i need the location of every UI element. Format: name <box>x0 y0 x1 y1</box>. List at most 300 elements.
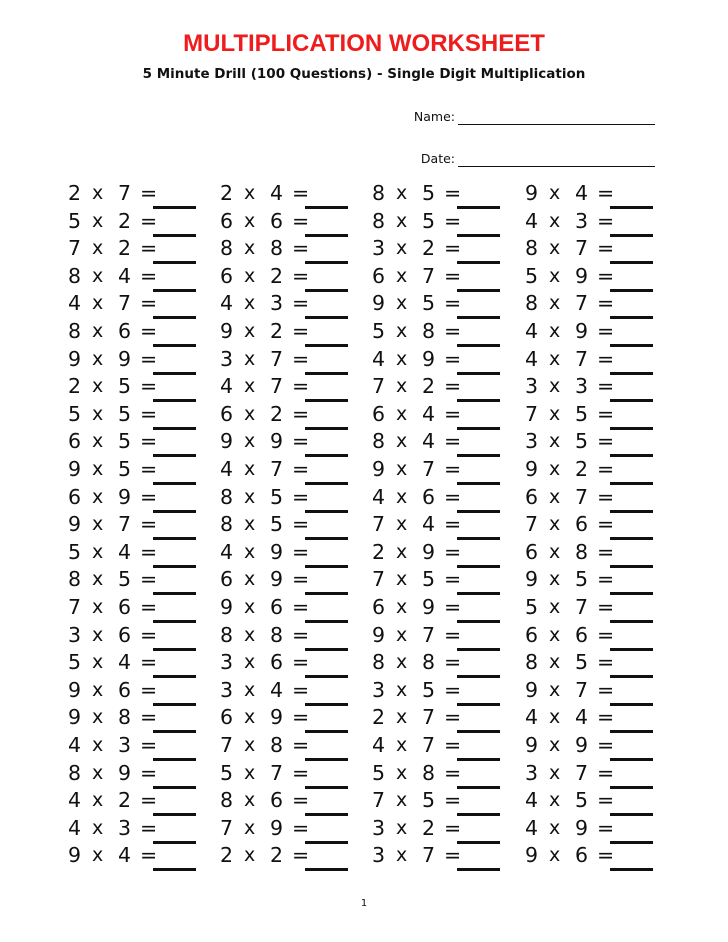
multiplier: 7 <box>118 291 132 316</box>
multiplier: 5 <box>422 567 436 592</box>
equals-sign: = <box>597 429 615 454</box>
question <box>68 290 218 317</box>
equals-sign: = <box>292 484 310 509</box>
multiplier: 4 <box>575 705 589 730</box>
question <box>220 815 370 842</box>
question <box>220 539 370 566</box>
equals-sign: = <box>444 181 462 205</box>
times-sign: x <box>92 734 104 756</box>
equals-sign: = <box>597 236 615 261</box>
times-sign: x <box>92 237 104 260</box>
times-sign: x <box>396 458 408 480</box>
times-sign: x <box>549 182 561 204</box>
equals-sign: = <box>140 650 158 675</box>
multiplicand: 8 <box>68 263 82 288</box>
question <box>220 566 370 593</box>
multiplier: 6 <box>118 622 132 647</box>
times-sign: x <box>549 789 561 812</box>
times-sign: x <box>549 678 561 701</box>
question <box>220 456 370 483</box>
multiplier: 7 <box>270 346 284 371</box>
times-sign: x <box>244 513 256 536</box>
question <box>372 842 522 869</box>
times-sign: x <box>396 375 408 398</box>
times-sign: x <box>549 734 561 756</box>
times-sign: x <box>92 182 104 204</box>
times-sign: x <box>244 485 256 508</box>
times-sign: x <box>396 678 408 701</box>
multiplier: 4 <box>270 181 284 205</box>
times-sign: x <box>244 651 256 674</box>
multiplicand: 3 <box>220 650 234 675</box>
multiplicand: 9 <box>525 733 539 757</box>
multiplicand: 3 <box>372 843 386 868</box>
multiplier: 7 <box>575 291 589 316</box>
multiplicand: 8 <box>220 512 234 537</box>
multiplicand: 5 <box>68 401 82 426</box>
multiplicand: 7 <box>68 236 82 261</box>
multiplicand: 4 <box>220 291 234 316</box>
times-sign: x <box>92 540 104 563</box>
multiplier: 6 <box>270 208 284 233</box>
times-sign: x <box>244 678 256 701</box>
multiplicand: 9 <box>68 512 82 537</box>
multiplicand: 2 <box>372 539 386 564</box>
multiplier: 6 <box>118 319 132 343</box>
multiplier: 2 <box>118 208 132 233</box>
times-sign: x <box>396 402 408 425</box>
times-sign: x <box>92 375 104 398</box>
answer-blank[interactable] <box>153 868 196 871</box>
equals-sign: = <box>444 291 462 316</box>
question <box>525 346 675 373</box>
multiplier: 5 <box>422 291 436 316</box>
multiplicand: 3 <box>372 236 386 261</box>
equals-sign: = <box>597 843 615 868</box>
equals-sign: = <box>597 622 615 647</box>
equals-sign: = <box>444 622 462 647</box>
times-sign: x <box>244 402 256 425</box>
multiplier: 2 <box>118 236 132 261</box>
multiplier: 5 <box>118 401 132 426</box>
multiplicand: 5 <box>372 760 386 785</box>
multiplicand: 4 <box>525 319 539 343</box>
question <box>68 263 218 290</box>
times-sign: x <box>92 209 104 232</box>
multiplicand: 8 <box>525 650 539 675</box>
equals-sign: = <box>444 236 462 261</box>
multiplicand: 9 <box>68 705 82 730</box>
multiplier: 8 <box>118 705 132 730</box>
multiplier: 3 <box>575 208 589 233</box>
multiplier: 7 <box>575 346 589 371</box>
question <box>525 787 675 814</box>
equals-sign: = <box>292 815 310 840</box>
times-sign: x <box>396 320 408 342</box>
question <box>525 842 675 869</box>
multiplicand: 7 <box>220 733 234 757</box>
times-sign: x <box>92 596 104 618</box>
question <box>525 677 675 704</box>
question <box>372 566 522 593</box>
multiplicand: 6 <box>372 595 386 619</box>
question <box>68 428 218 455</box>
multiplier: 5 <box>422 677 436 702</box>
question <box>372 787 522 814</box>
question <box>68 401 218 428</box>
answer-blank[interactable] <box>457 868 500 871</box>
question <box>220 263 370 290</box>
date-line[interactable] <box>458 166 655 167</box>
name-field[interactable] <box>380 109 655 129</box>
multiplier: 9 <box>118 484 132 509</box>
equals-sign: = <box>140 319 158 343</box>
multiplier: 2 <box>422 815 436 840</box>
times-sign: x <box>396 347 408 370</box>
multiplier: 5 <box>422 181 436 205</box>
question <box>525 318 675 345</box>
times-sign: x <box>92 678 104 701</box>
equals-sign: = <box>444 208 462 233</box>
equals-sign: = <box>292 512 310 537</box>
question <box>525 760 675 787</box>
times-sign: x <box>396 706 408 729</box>
equals-sign: = <box>140 677 158 702</box>
equals-sign: = <box>292 705 310 730</box>
question <box>525 235 675 262</box>
multiplicand: 9 <box>372 291 386 316</box>
times-sign: x <box>396 816 408 839</box>
multiplicand: 4 <box>372 733 386 757</box>
multiplier: 5 <box>118 429 132 454</box>
equals-sign: = <box>140 760 158 785</box>
times-sign: x <box>396 734 408 756</box>
question <box>525 539 675 566</box>
multiplier: 7 <box>422 622 436 647</box>
times-sign: x <box>396 209 408 232</box>
multiplicand: 6 <box>68 429 82 454</box>
multiplicand: 6 <box>525 539 539 564</box>
multiplier: 2 <box>422 236 436 261</box>
question <box>68 566 218 593</box>
multiplicand: 9 <box>220 429 234 454</box>
question <box>68 180 218 207</box>
question <box>525 649 675 676</box>
times-sign: x <box>92 292 104 315</box>
equals-sign: = <box>140 843 158 868</box>
multiplier: 5 <box>575 567 589 592</box>
equals-sign: = <box>597 291 615 316</box>
times-sign: x <box>244 596 256 618</box>
times-sign: x <box>244 789 256 812</box>
equals-sign: = <box>597 733 615 757</box>
multiplier: 5 <box>422 788 436 813</box>
times-sign: x <box>92 430 104 453</box>
multiplier: 9 <box>270 705 284 730</box>
equals-sign: = <box>140 567 158 592</box>
question <box>372 290 522 317</box>
times-sign: x <box>244 347 256 370</box>
times-sign: x <box>244 292 256 315</box>
multiplicand: 4 <box>525 208 539 233</box>
times-sign: x <box>549 237 561 260</box>
multiplier: 4 <box>270 677 284 702</box>
multiplicand: 4 <box>525 705 539 730</box>
equals-sign: = <box>597 263 615 288</box>
multiplier: 4 <box>422 512 436 537</box>
equals-sign: = <box>444 705 462 730</box>
times-sign: x <box>396 237 408 260</box>
multiplicand: 6 <box>372 401 386 426</box>
equals-sign: = <box>292 401 310 426</box>
question <box>68 373 218 400</box>
question <box>372 346 522 373</box>
question <box>220 208 370 235</box>
multiplicand: 6 <box>220 567 234 592</box>
question <box>525 511 675 538</box>
question <box>220 649 370 676</box>
times-sign: x <box>244 540 256 563</box>
multiplicand: 6 <box>525 622 539 647</box>
question <box>220 401 370 428</box>
multiplier: 7 <box>422 733 436 757</box>
equals-sign: = <box>140 815 158 840</box>
equals-sign: = <box>597 319 615 343</box>
times-sign: x <box>549 651 561 674</box>
equals-sign: = <box>140 733 158 757</box>
question <box>68 539 218 566</box>
equals-sign: = <box>140 263 158 288</box>
multiplicand: 5 <box>68 650 82 675</box>
multiplier: 2 <box>422 374 436 399</box>
equals-sign: = <box>444 567 462 592</box>
times-sign: x <box>549 816 561 839</box>
equals-sign: = <box>444 539 462 564</box>
multiplicand: 8 <box>68 760 82 785</box>
multiplier: 6 <box>270 595 284 619</box>
equals-sign: = <box>597 677 615 702</box>
multiplicand: 4 <box>372 346 386 371</box>
times-sign: x <box>549 761 561 784</box>
equals-sign: = <box>292 650 310 675</box>
question <box>220 428 370 455</box>
question <box>220 235 370 262</box>
equals-sign: = <box>292 236 310 261</box>
multiplicand: 6 <box>220 401 234 426</box>
equals-sign: = <box>444 595 462 619</box>
multiplicand: 6 <box>220 263 234 288</box>
question <box>68 456 218 483</box>
equals-sign: = <box>140 236 158 261</box>
times-sign: x <box>549 347 561 370</box>
question <box>372 594 522 621</box>
multiplicand: 9 <box>220 595 234 619</box>
times-sign: x <box>396 182 408 204</box>
times-sign: x <box>244 209 256 232</box>
question <box>525 373 675 400</box>
equals-sign: = <box>597 539 615 564</box>
equals-sign: = <box>140 705 158 730</box>
multiplicand: 4 <box>68 788 82 813</box>
multiplicand: 8 <box>220 622 234 647</box>
times-sign: x <box>549 264 561 287</box>
times-sign: x <box>244 816 256 839</box>
equals-sign: = <box>444 429 462 454</box>
question <box>68 760 218 787</box>
multiplier: 7 <box>118 512 132 537</box>
question <box>372 428 522 455</box>
question <box>68 235 218 262</box>
multiplicand: 7 <box>372 512 386 537</box>
question <box>68 732 218 759</box>
multiplicand: 5 <box>525 263 539 288</box>
times-sign: x <box>396 761 408 784</box>
question <box>525 704 675 731</box>
multiplicand: 7 <box>372 788 386 813</box>
equals-sign: = <box>597 484 615 509</box>
times-sign: x <box>244 458 256 480</box>
equals-sign: = <box>140 208 158 233</box>
times-sign: x <box>549 209 561 232</box>
multiplier: 9 <box>422 595 436 619</box>
times-sign: x <box>92 789 104 812</box>
times-sign: x <box>92 264 104 287</box>
equals-sign: = <box>140 401 158 426</box>
multiplicand: 8 <box>68 567 82 592</box>
question <box>220 511 370 538</box>
multiplier: 4 <box>118 263 132 288</box>
multiplier: 6 <box>270 650 284 675</box>
times-sign: x <box>92 844 104 867</box>
equals-sign: = <box>597 760 615 785</box>
multiplicand: 8 <box>372 181 386 205</box>
question <box>68 511 218 538</box>
multiplier: 7 <box>575 236 589 261</box>
multiplicand: 6 <box>220 208 234 233</box>
multiplicand: 8 <box>525 236 539 261</box>
question <box>220 484 370 511</box>
multiplicand: 4 <box>220 457 234 481</box>
equals-sign: = <box>597 815 615 840</box>
question <box>372 235 522 262</box>
question <box>525 428 675 455</box>
multiplicand: 3 <box>372 815 386 840</box>
question <box>68 787 218 814</box>
equals-sign: = <box>597 374 615 399</box>
question <box>525 208 675 235</box>
question <box>220 622 370 649</box>
multiplier: 3 <box>575 374 589 399</box>
multiplicand: 2 <box>68 374 82 399</box>
question <box>372 649 522 676</box>
times-sign: x <box>244 623 256 646</box>
multiplicand: 2 <box>372 705 386 730</box>
multiplicand: 4 <box>525 346 539 371</box>
equals-sign: = <box>292 181 310 205</box>
multiplier: 5 <box>575 401 589 426</box>
question <box>68 594 218 621</box>
times-sign: x <box>396 844 408 867</box>
multiplier: 5 <box>118 374 132 399</box>
multiplicand: 7 <box>220 815 234 840</box>
times-sign: x <box>244 734 256 756</box>
question <box>525 484 675 511</box>
times-sign: x <box>244 237 256 260</box>
multiplicand: 4 <box>525 815 539 840</box>
multiplier: 5 <box>575 650 589 675</box>
multiplier: 2 <box>270 263 284 288</box>
equals-sign: = <box>444 733 462 757</box>
equals-sign: = <box>292 263 310 288</box>
question <box>220 346 370 373</box>
question <box>220 760 370 787</box>
multiplier: 9 <box>575 319 589 343</box>
question <box>372 511 522 538</box>
multiplicand: 8 <box>220 236 234 261</box>
equals-sign: = <box>444 401 462 426</box>
times-sign: x <box>244 568 256 591</box>
equals-sign: = <box>444 788 462 813</box>
times-sign: x <box>244 706 256 729</box>
multiplicand: 4 <box>220 539 234 564</box>
times-sign: x <box>92 458 104 480</box>
equals-sign: = <box>292 457 310 481</box>
equals-sign: = <box>292 622 310 647</box>
times-sign: x <box>92 568 104 591</box>
multiplicand: 3 <box>220 346 234 371</box>
multiplier: 9 <box>270 539 284 564</box>
question <box>525 180 675 207</box>
times-sign: x <box>549 458 561 480</box>
equals-sign: = <box>140 291 158 316</box>
times-sign: x <box>549 568 561 591</box>
equals-sign: = <box>292 567 310 592</box>
question <box>525 290 675 317</box>
answer-blank[interactable] <box>610 868 653 871</box>
equals-sign: = <box>444 843 462 868</box>
date-field[interactable] <box>380 151 655 171</box>
equals-sign: = <box>597 650 615 675</box>
multiplier: 7 <box>575 760 589 785</box>
multiplier: 2 <box>118 788 132 813</box>
multiplier: 4 <box>118 539 132 564</box>
multiplicand: 9 <box>68 677 82 702</box>
question <box>372 456 522 483</box>
question <box>68 704 218 731</box>
multiplicand: 7 <box>525 512 539 537</box>
answer-blank[interactable] <box>305 868 348 871</box>
multiplicand: 6 <box>525 484 539 509</box>
question <box>220 677 370 704</box>
times-sign: x <box>396 789 408 812</box>
equals-sign: = <box>444 319 462 343</box>
equals-sign: = <box>140 374 158 399</box>
times-sign: x <box>396 485 408 508</box>
multiplier: 9 <box>422 539 436 564</box>
equals-sign: = <box>444 374 462 399</box>
times-sign: x <box>549 320 561 342</box>
question <box>525 622 675 649</box>
name-line[interactable] <box>458 124 655 125</box>
multiplicand: 2 <box>68 181 82 205</box>
times-sign: x <box>396 568 408 591</box>
multiplier: 6 <box>575 622 589 647</box>
equals-sign: = <box>140 595 158 619</box>
equals-sign: = <box>292 733 310 757</box>
multiplier: 7 <box>575 677 589 702</box>
times-sign: x <box>396 651 408 674</box>
multiplier: 2 <box>270 843 284 868</box>
